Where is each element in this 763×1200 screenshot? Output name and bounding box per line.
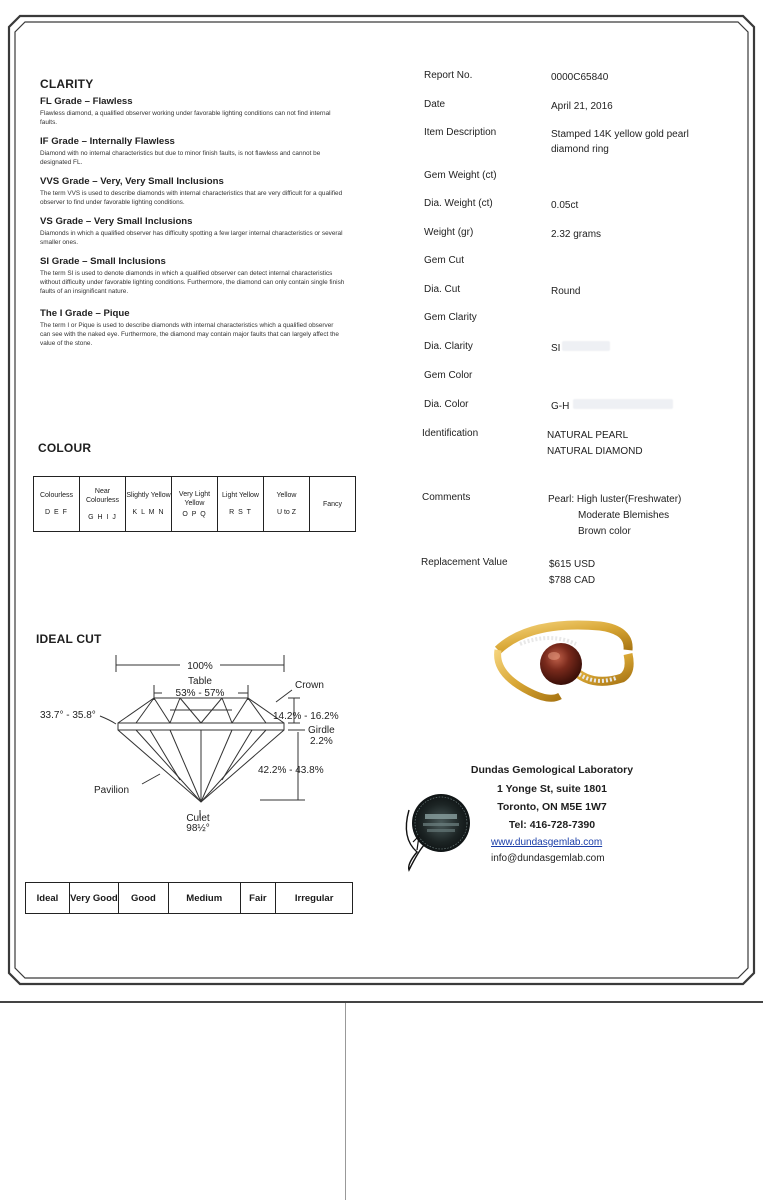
- item-description-value: Stamped 14K yellow gold pearl diamond ring: [551, 129, 689, 155]
- identification-pearl: NATURAL PEARL: [547, 430, 629, 441]
- cut-grade-irregular: Irregular: [276, 883, 353, 914]
- colour-cell-fancy: [310, 477, 356, 532]
- date-value: April 21, 2016: [551, 101, 613, 112]
- dia-weight-label: Dia. Weight (ct): [424, 198, 493, 209]
- colour-cell-slightly-yellow: [126, 477, 172, 532]
- dia-color-label: Dia. Color: [424, 399, 469, 410]
- cut-grade-very-good: Very Good: [69, 883, 118, 914]
- diagram-girdle-label: Girdle: [308, 725, 335, 736]
- gem-weight-label: Gem Weight (ct): [424, 170, 497, 181]
- diagram-girdle-value: 2.2%: [310, 736, 333, 747]
- report-row: [424, 127, 724, 170]
- grade-description: The term VVS is used to describe diamonds with internal characteristics that are very difficult for a qualified observer to find under favorable lighting conditions.: [40, 190, 343, 206]
- colour-name: Very Light Yellow: [178, 490, 211, 507]
- cut-grade-table: [25, 882, 353, 914]
- colour-range: R S T: [229, 509, 252, 516]
- redacted-mark: [562, 341, 610, 351]
- grade-title: The I Grade – Pique: [40, 308, 130, 319]
- gem-color-label: Gem Color: [424, 370, 473, 381]
- comment-line: Pearl: High luster(Freshwater): [548, 494, 682, 505]
- clarity-grade-if: [40, 136, 345, 176]
- diagram-pavilion-depth: 42.2% - 43.8%: [258, 765, 324, 776]
- identification-label: Identification: [422, 428, 479, 439]
- replacement-values: [549, 557, 595, 588]
- lab-name: Dundas Gemological Laboratory: [470, 764, 634, 776]
- ring-photo: [490, 614, 635, 714]
- report-row: [424, 399, 724, 427]
- diagram-culet-label: Culet: [186, 813, 210, 824]
- clarity-grade-vvs: [40, 176, 345, 216]
- colour-name: Light Yellow: [222, 492, 259, 499]
- grade-description: Diamond with no internal characteristics but due to minor finish faults, is not flawless and cannot be designated FL.: [40, 150, 321, 166]
- lab-address-line1: 1 Yonge St, suite 1801: [497, 783, 607, 795]
- report-details: [424, 70, 724, 427]
- colour-name: Slightly Yellow: [126, 492, 171, 499]
- ideal-cut-heading: IDEAL CUT: [36, 632, 102, 646]
- lab-telephone: Tel: 416-728-7390: [508, 819, 596, 831]
- gem-cut-label: Gem Cut: [424, 255, 465, 266]
- cut-grade-medium: Medium: [168, 883, 240, 914]
- comment-line: Moderate Blemishes: [578, 510, 670, 521]
- report-row: [424, 312, 724, 341]
- comments-values: [548, 492, 681, 539]
- colour-cell-light-yellow: [218, 477, 264, 532]
- report-row: [424, 255, 724, 284]
- cut-grade-ideal: Ideal: [26, 883, 70, 914]
- grade-title: VS Grade – Very Small Inclusions: [40, 216, 193, 227]
- dia-cut-label: Dia. Cut: [424, 284, 461, 295]
- weight-value: 2.32 grams: [551, 229, 602, 240]
- weight-label: Weight (gr): [424, 227, 474, 238]
- diagram-crown-label: Crown: [295, 680, 324, 691]
- replacement-cad: $788 CAD: [549, 575, 596, 586]
- grade-title: SI Grade – Small Inclusions: [40, 256, 166, 267]
- dia-color-value: [551, 399, 673, 414]
- colour-scale-table: [33, 476, 356, 532]
- report-row: [424, 70, 724, 99]
- colour-range: K L M N: [132, 509, 165, 516]
- page-bottom-rule: [0, 1001, 763, 1003]
- clarity-grade-i: [40, 308, 345, 348]
- grade-description: Diamonds in which a qualified observer has difficulty spotting a few larger internal characteristics or several smaller ones.: [40, 230, 343, 246]
- report-row: [424, 99, 724, 127]
- grade-title: FL Grade – Flawless: [40, 96, 133, 107]
- cut-grade-good: Good: [118, 883, 168, 914]
- report-number-value: 0000C65840: [551, 72, 609, 83]
- clarity-heading: CLARITY: [40, 77, 94, 91]
- lab-website-link[interactable]: www.dundasgemlab.com: [491, 837, 603, 848]
- clarity-grade-si: [40, 256, 345, 308]
- grade-title: VVS Grade – Very, Very Small Inclusions: [40, 176, 224, 187]
- grade-description: The term SI is used to denote diamonds in which a qualified observer can detect internal characteristics without difficulty under favorable lighting conditions. Furthermore, the diamond can only contain single finish faults of an insignificant nature.: [40, 270, 345, 295]
- colour-cell-colourless: [34, 477, 80, 532]
- report-number-label: Report No.: [424, 70, 473, 81]
- identification-diamond: NATURAL DIAMOND: [547, 446, 643, 457]
- replacement-value-label: Replacement Value: [421, 557, 508, 568]
- colour-cell-yellow: [264, 477, 310, 532]
- diagram-pavilion-label: Pavilion: [94, 785, 130, 796]
- report-row: [424, 284, 724, 312]
- dia-clarity-label: Dia. Clarity: [424, 341, 473, 352]
- lab-address-line2: Toronto, ON M5E 1W7: [497, 801, 607, 813]
- clarity-grade-list: [40, 96, 345, 348]
- grade-title: IF Grade – Internally Flawless: [40, 136, 175, 147]
- colour-range: G H I J: [88, 513, 117, 521]
- replacement-usd: $615 USD: [549, 559, 596, 570]
- colour-range: U to Z: [276, 509, 297, 516]
- dia-color-text: G-H: [551, 401, 570, 412]
- dia-clarity-value: [551, 341, 610, 356]
- colour-cell-near-colourless: [80, 477, 126, 532]
- colour-cell-very-light-yellow: [172, 477, 218, 532]
- report-row: [424, 198, 724, 227]
- page-fold-line: [345, 1003, 346, 1200]
- diagram-table-label: Table: [188, 676, 212, 687]
- report-row: [424, 370, 724, 399]
- diagram-crown-height: 14.2% - 16.2%: [273, 711, 339, 722]
- diagram-culet-value: 98½°: [186, 823, 210, 834]
- report-row: [424, 227, 724, 255]
- diamond-cut-diagram: [30, 650, 360, 840]
- clarity-grade-fl: [40, 96, 345, 136]
- redacted-mark: [573, 399, 673, 409]
- colour-name: Near Colourless: [85, 487, 120, 504]
- lab-email: info@dundasgemlab.com: [491, 853, 605, 864]
- colour-name: Colourless: [39, 492, 74, 499]
- colour-range: D E F: [45, 509, 68, 516]
- colour-range: O P Q: [182, 510, 207, 518]
- dia-clarity-text: SI: [551, 343, 561, 354]
- diagram-crown-angle: 33.7° - 35.8°: [40, 710, 96, 721]
- report-row: [424, 341, 724, 370]
- grade-description: The term I or Pique is used to describe diamonds with internal characteristics which a qualified observer can see with the naked eye. Furthermore, the diamond may contain major faults that can largely affect the value of the stone.: [40, 322, 339, 347]
- dia-weight-value: 0.05ct: [551, 200, 579, 211]
- clarity-grade-vs: [40, 216, 345, 256]
- colour-name: Yellow: [276, 492, 297, 499]
- colour-name: Fancy: [322, 500, 343, 508]
- diagram-width-label: 100%: [187, 661, 213, 672]
- comments-label: Comments: [422, 492, 471, 503]
- gem-clarity-label: Gem Clarity: [424, 312, 477, 323]
- comment-line: Brown color: [578, 526, 631, 537]
- date-label: Date: [424, 99, 446, 110]
- colour-heading: COLOUR: [38, 441, 92, 455]
- diagram-table-range: 53% - 57%: [175, 688, 225, 699]
- item-description-label: Item Description: [424, 127, 497, 138]
- hologram-seal: [395, 780, 485, 872]
- identification-values: [547, 428, 643, 459]
- cut-grade-fair: Fair: [240, 883, 276, 914]
- grade-description: Flawless diamond, a qualified observer working under favorable lighting conditions can not find internal faults.: [40, 110, 331, 126]
- report-row: [424, 170, 724, 198]
- dia-cut-value: Round: [551, 286, 581, 297]
